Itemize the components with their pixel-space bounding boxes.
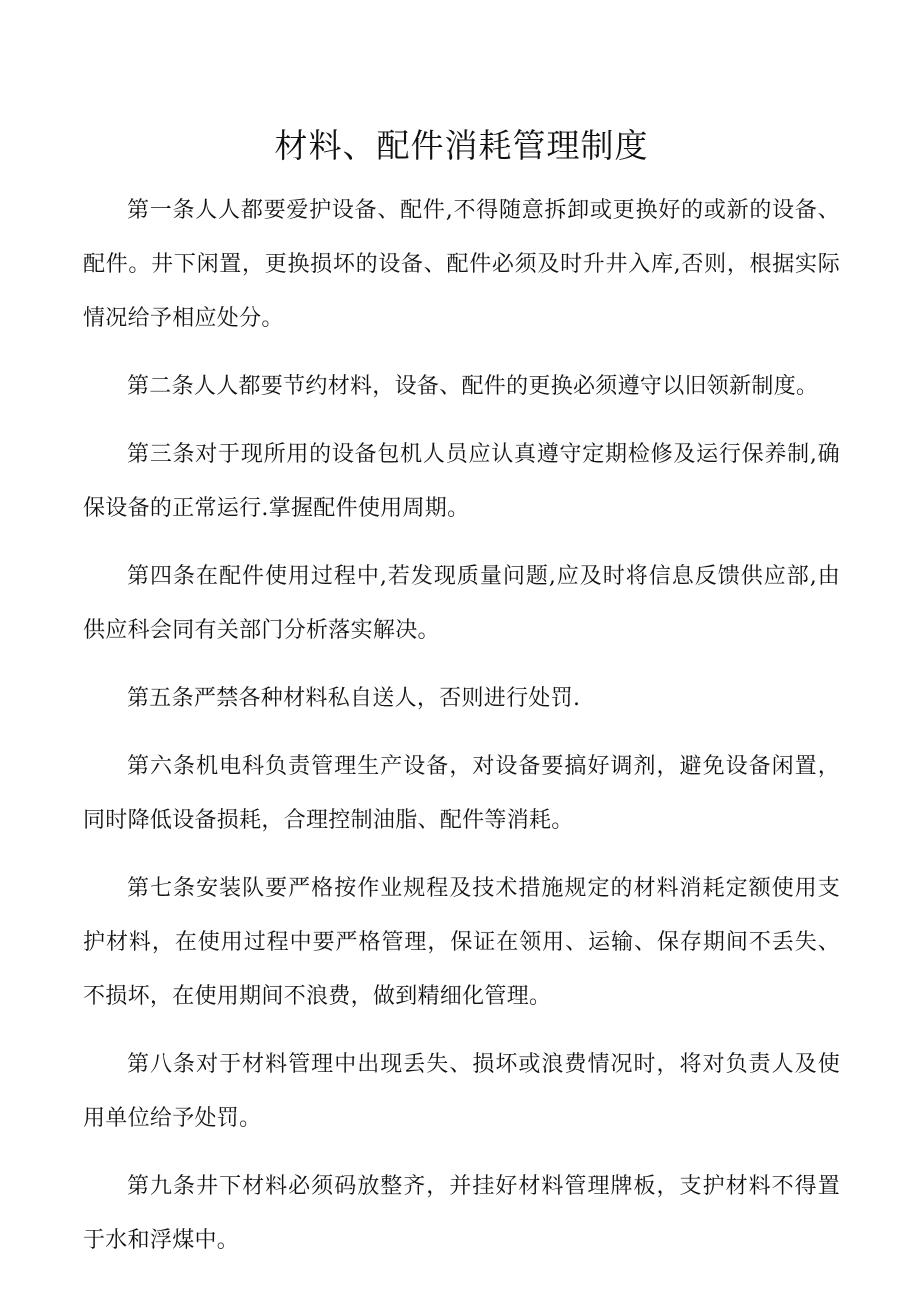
article-3: 第三条对于现所用的设备包机人员应认真遵守定期检修及运行保养制,确保设备的正常运行.掌握配件使用周期。 <box>83 442 840 521</box>
article-7: 第七条安装队要严格按作业规程及技术措施规定的材料消耗定额使用支护材料，在使用过程中要严格管理，保证在领用、运输、保存期间不丢失、不损坏，在使用期间不浪费，做到精细化管理。 <box>83 876 840 1009</box>
article-2: 第二条人人都要节约材料，设备、配件的更换必须遵守以旧领新制度。 <box>127 374 819 399</box>
document-title: 材料、配件消耗管理制度 <box>274 126 649 165</box>
article-5: 第五条严禁各种材料私自送人，否则进行处罚. <box>127 686 581 711</box>
article-8: 第八条对于材料管理中出现丢失、损坏或浪费情况时，将对负责人及使用单位给予处罚。 <box>83 1052 840 1131</box>
article-4: 第四条在配件使用过程中,若发现质量问题,应及时将信息反馈供应部,由供应科会同有关部门分析落实解决。 <box>83 564 840 643</box>
article-1: 第一条人人都要爱护设备、配件,不得随意拆卸或更换好的或新的设备、配件。井下闲置，更换损坏的设备、配件必须及时升井入库,否则，根据实际情况给予相应处分。 <box>83 198 840 331</box>
article-6: 第六条机电科负责管理生产设备，对设备要搞好调剂，避免设备闲置，同时降低设备损耗，合理控制油脂、配件等消耗。 <box>83 754 840 833</box>
article-9: 第九条井下材料必须码放整齐，并挂好材料管理牌板，支护材料不得置于水和浮煤中。 <box>83 1174 840 1253</box>
